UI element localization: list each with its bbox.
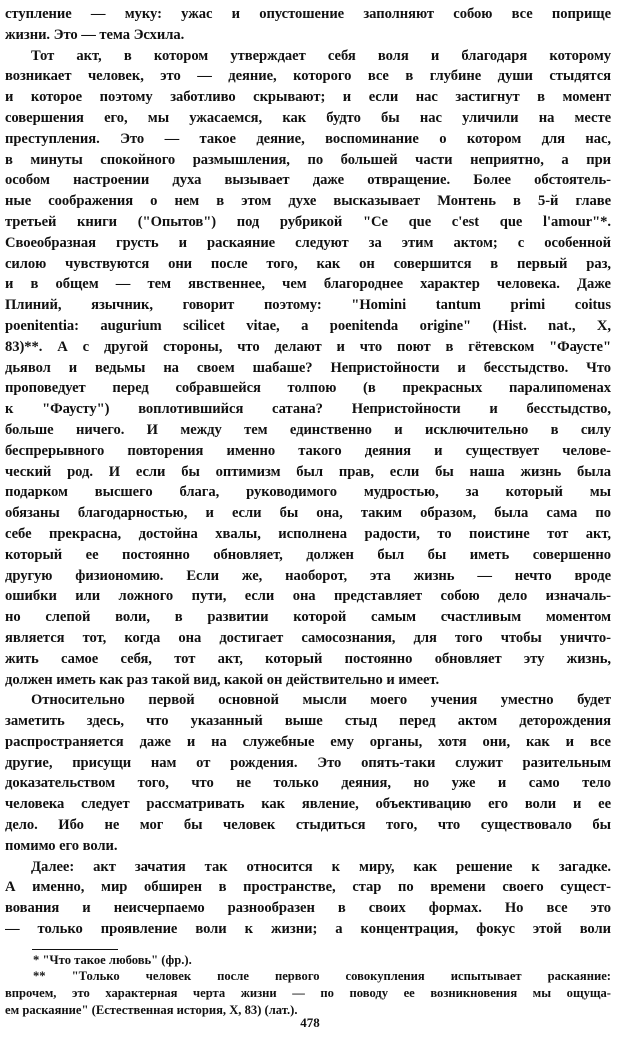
text-line: к "Фаусту") воплотившийся сатана? Непристойности и бесстыдство,: [5, 401, 611, 418]
text-line: другую физиономию. Если же, наоборот, эта жизнь — нечто вроде: [5, 567, 611, 584]
text-line: дело. Ибо не мог бы человек стыдиться того, что существовало бы: [5, 817, 611, 834]
text-line: другие, присущи нам от рождения. Это опять-таки служит разительным: [5, 754, 611, 771]
footnote-line: впрочем, это характерная черта жизни — по поводу ее возникновения мы ощуща-: [5, 986, 611, 1001]
text-line: преступления. Это — такое деяние, воспоминание о котором для нас,: [5, 130, 611, 147]
text-line: жить самое себя, тот акт, который постоянно обновляет эту жизнь,: [5, 650, 611, 667]
text-line: беспрерывного повторения именно такого деяния и существует челове-: [5, 442, 611, 459]
footnote-line: ем раскаяние" (Естественная история, X, 83) (лат.).: [5, 1002, 298, 1017]
paragraph-start-line: Тот акт, в котором утверждает себя воля и благодаря которому: [31, 47, 611, 64]
text-line: А именно, мир обширен в пространстве, стар по времени своего сущест-: [5, 879, 611, 896]
text-line: который ее постоянно обновляет, должен был бы иметь совершенно: [5, 546, 611, 563]
text-line: особом настроении духа вызывает даже отвращение. Более обстоятель-: [5, 172, 611, 189]
text-line: 83)**. А с другой стороны, что делают и что поют в гётевском "Фаусте": [5, 338, 611, 355]
text-line: подарком высшего блага, руководимого мудростью, за который мы: [5, 484, 611, 501]
text-line: доказательством того, что не только деяния, но уже и само тело: [5, 775, 611, 792]
footnote-line: * "Что такое любовь" (фр.).: [33, 952, 192, 967]
text-line: распространяется даже и на служебные ему органы, хотя они, как и все: [5, 733, 611, 750]
footnote-divider: [32, 949, 118, 950]
page-number: 478: [300, 1015, 320, 1030]
footnotes: [5, 952, 611, 1018]
text-line: но слепой воли, в развитии которой самым счастливым моментом: [5, 609, 611, 626]
text-line: проповедует перед собравшейся толпою (в прекрасных паралипоменах: [5, 380, 611, 397]
text-line: poenitentia: augurium scilicet vitae, a poenitenda origine" (Hist. nat., X,: [5, 317, 611, 334]
text-line: ные соображения о нем в этом духе высказывает Монтень в 5-й главе: [5, 193, 611, 210]
text-line: возникает человек, это — деяние, которого все в глубине души стыдятся: [5, 68, 611, 85]
text-line: Своеобразная грусть и раскаяние следуют за этим актом; с особенной: [5, 234, 611, 251]
text-line: человека следует рассматривать как явление, объективацию его воли и ее: [5, 796, 611, 813]
text-line: силою чувствуются они после того, как он совершится в первый раз,: [5, 255, 611, 272]
text-line: себе прекрасна, достойна хвалы, исполнена радости, то поистине тот акт,: [5, 525, 611, 542]
text-line: жизни. Это — тема Эсхила.: [5, 26, 185, 43]
text-line: больше ничего. И между тем единственно и исключительно в силу: [5, 421, 611, 438]
paragraph-start-line: Далее: акт зачатия так относится к миру, как решение к загадке.: [31, 858, 611, 875]
text-line: дьявол и ведьмы на своем шабаше? Непристойности и бесстыдство. Что: [5, 359, 611, 376]
text-line: ступление — муку: ужас и опустошение заполняют собою все поприще: [5, 6, 611, 22]
text-line: обязаны благодарностью, и если бы она, таким образом, была сама по: [5, 505, 611, 522]
text-line: и в общем — тем явственнее, чем благороднее характер человека. Даже: [5, 276, 611, 293]
text-line: заметить здесь, что указанный выше стыд перед актом деторождения: [5, 713, 611, 730]
text-line: помимо его воли.: [5, 837, 118, 854]
text-line: третьей книги ("Опытов") под рубрикой "Ce que c'est que l'amour"*.: [5, 213, 611, 230]
paragraph-start-line: Относительно первой основной мысли моего учения уместно будет: [31, 692, 611, 709]
text-line: и которое поэтому заботливо скрывают; и если нас застигнут в момент: [5, 89, 611, 106]
text-line: вования и неисчерпаемо разнообразен в своих формах. Но все это: [5, 900, 611, 917]
body-text: [5, 4, 611, 940]
text-line: ческий род. И если бы оптимизм был прав, если бы наша жизнь была: [5, 463, 611, 480]
text-line: является тот, когда она достигает самосознания, для того чтобы уничто-: [5, 629, 611, 646]
text-line: ошибки или ложного пути, если она представляет собою дело изначаль-: [5, 588, 611, 605]
text-line: Плиний, язычник, говорит поэтому: "Homini tantum primi coitus: [5, 297, 611, 314]
text-line: — только проявление воли к жизни; а концентрация, фокус этой воли: [5, 921, 611, 938]
footnote-line: ** "Только человек после первого совокупления испытывает раскаяние:: [33, 969, 611, 984]
text-line: в минуты спокойного размышления, по большей части неприятно, а при: [5, 151, 611, 168]
text-line: должен иметь как раз такой вид, какой он действительно и имеет.: [5, 671, 440, 688]
text-line: совершения его, мы ужасаемся, как будто бы нас уличили на месте: [5, 109, 611, 126]
